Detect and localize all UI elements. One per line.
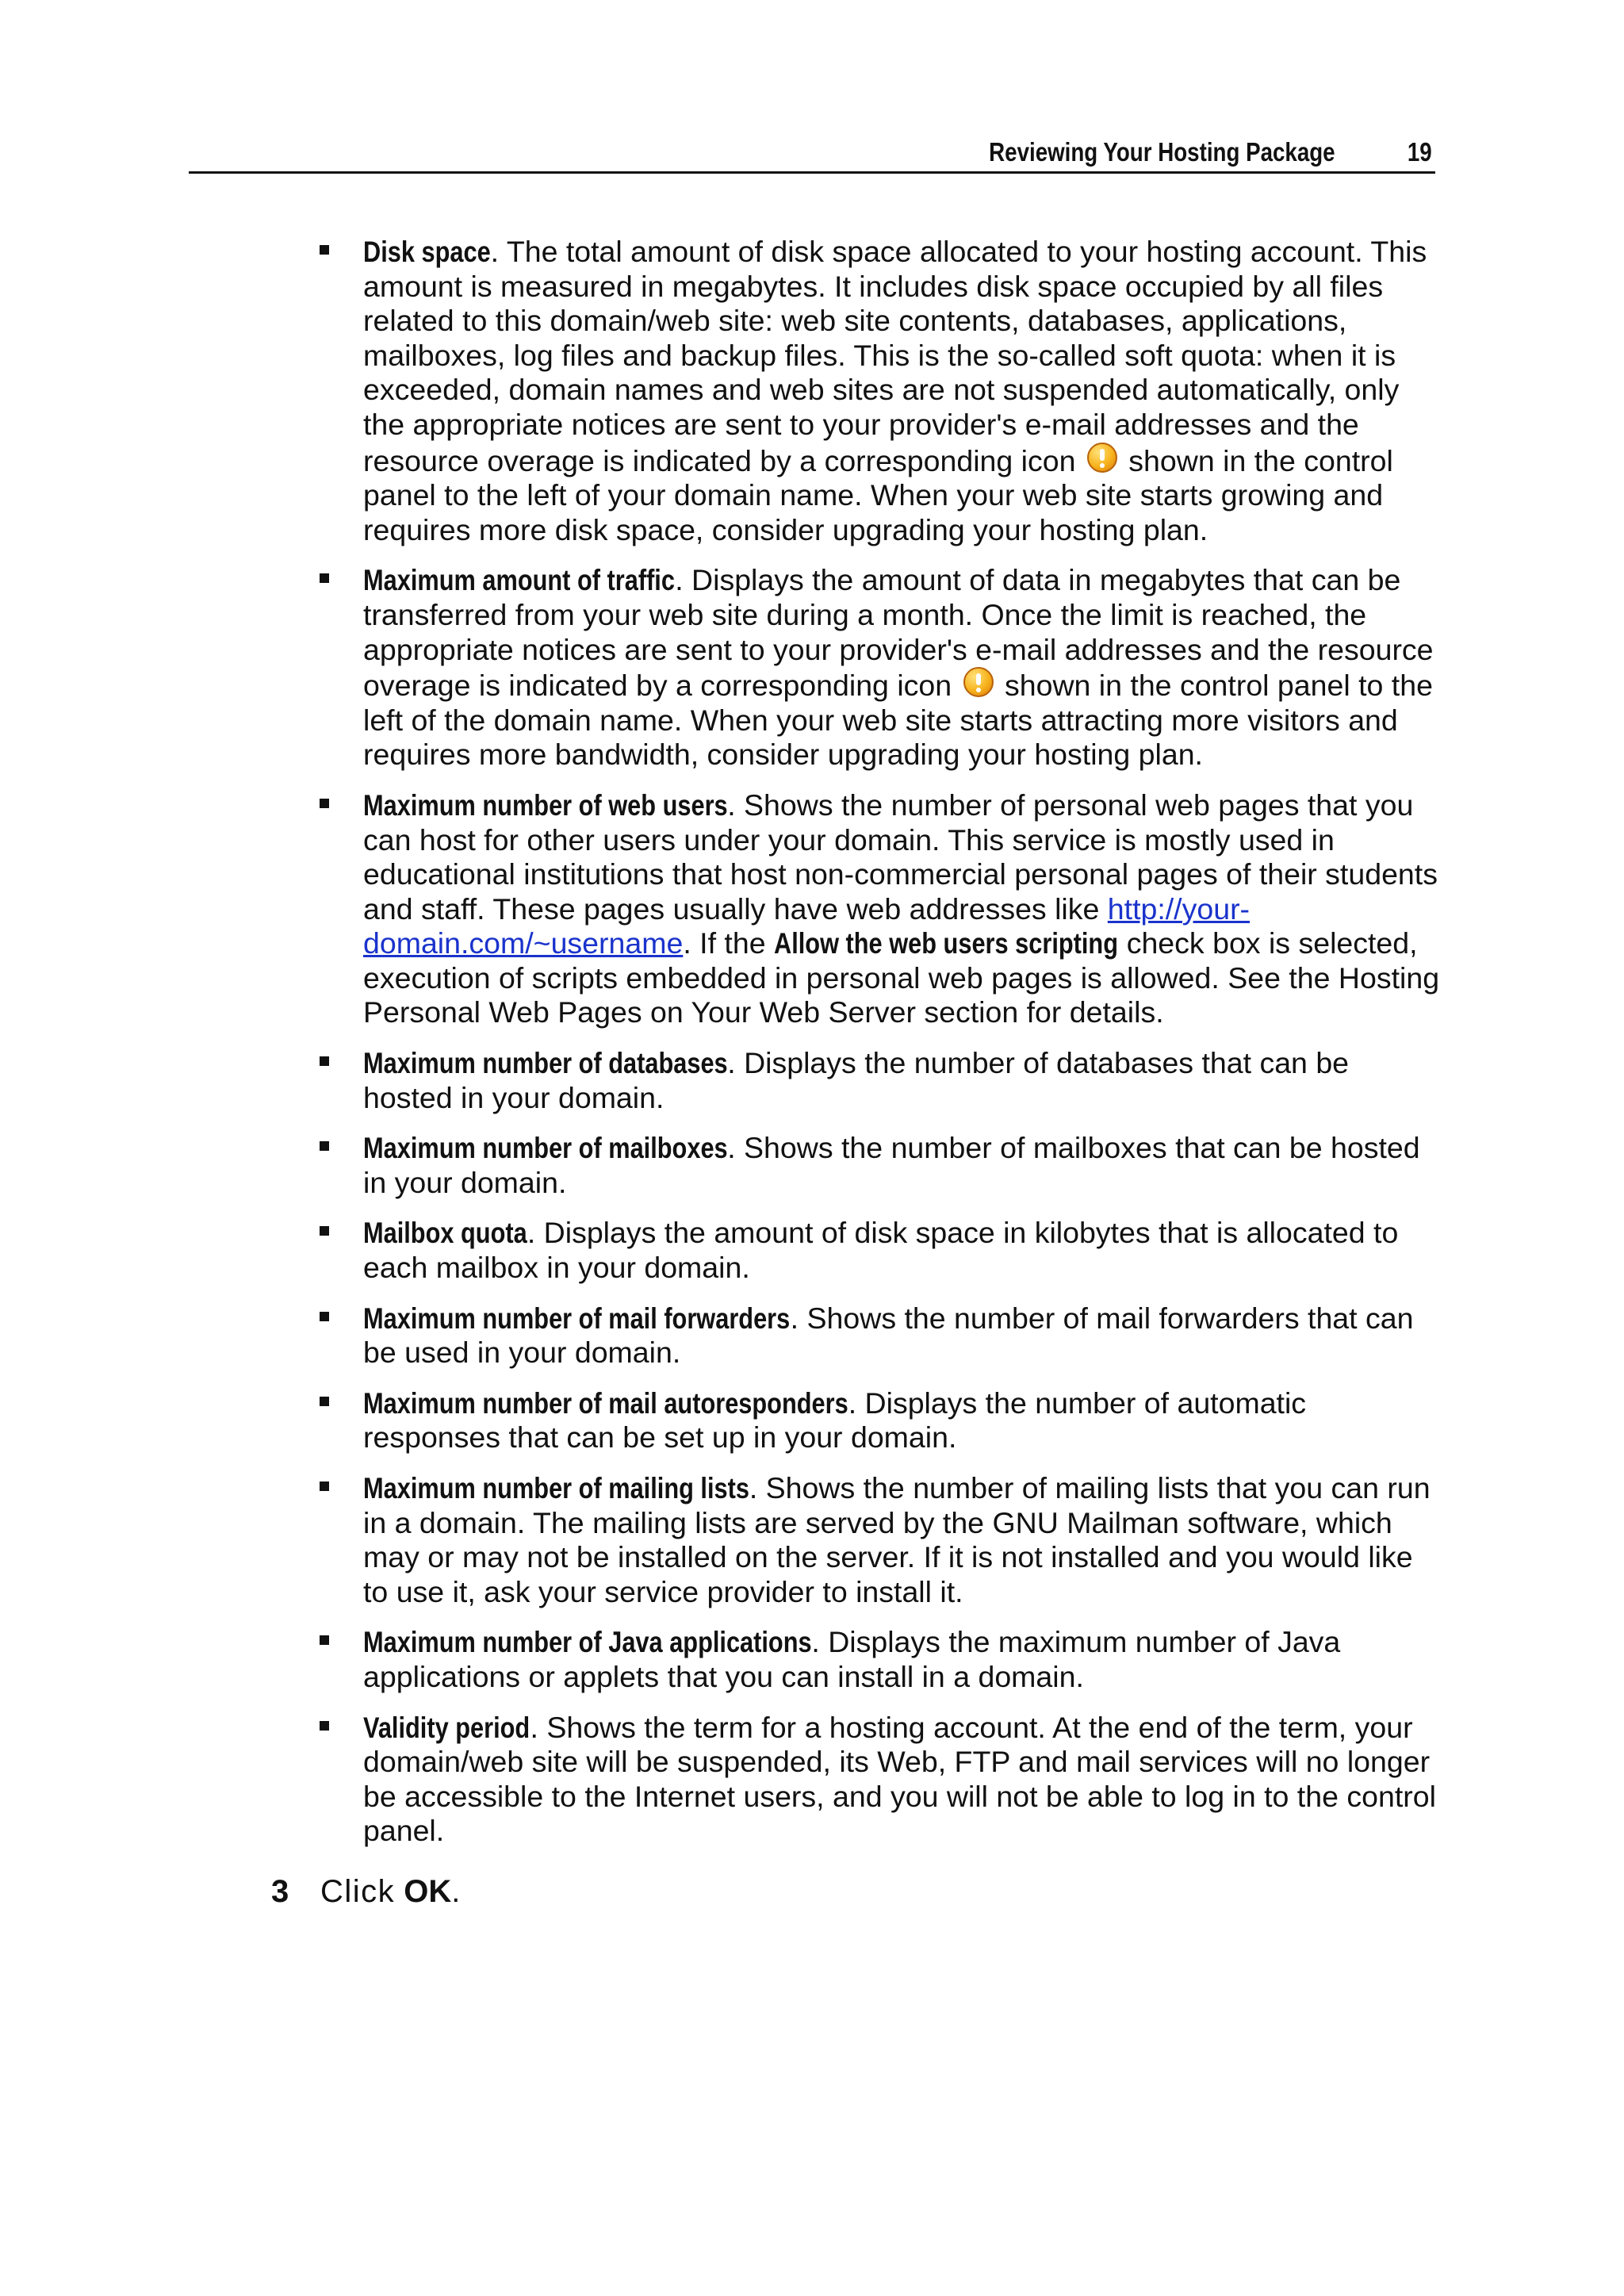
ok-label: OK <box>404 1874 452 1909</box>
step-end: . <box>451 1874 461 1909</box>
header-title: Reviewing Your Hosting Package <box>989 137 1335 167</box>
term: Maximum amount of traffic <box>363 563 675 597</box>
description: . The total amount of disk space allocated to your hosting account. This amount is measured in megabytes. It includes disk space occupied by all files related to this domain/web site: web site contents, databases, applications, mailboxes, log files and backup files. This is the so-called soft quota: when it is exceeded, domain names and web sites are not suspended automatically, only the appropriate notices are sent to your provider's e-mail addresses and the resource overage is indicated by a corresponding icon <box>363 235 1427 477</box>
description: . Displays the number of automatic responses that can be set up in your domain. <box>363 1386 1307 1455</box>
term: Maximum number of mail forwarders <box>363 1301 791 1335</box>
bullet <box>320 573 329 583</box>
description-end: check box is selected, execution of scripts embedded in personal web pages is allowed. See the Hosting Personal Web Pages on Your Web Server section for details. <box>363 926 1440 1029</box>
description-cont: . If the <box>683 926 766 960</box>
list-item-java-applications <box>316 1625 1442 1694</box>
term: Mailbox quota <box>363 1216 527 1250</box>
description: . Displays the amount of disk space in kilobytes that is allocated to each mailbox in your domain. <box>363 1216 1399 1285</box>
list-item-mailing-lists <box>316 1471 1442 1609</box>
list-item-disk-space <box>316 235 1442 547</box>
list-item-mailbox-quota <box>316 1216 1442 1285</box>
bullet <box>320 799 329 808</box>
list-item-autoresponders <box>316 1386 1442 1455</box>
page-number: 19 <box>1408 137 1432 167</box>
bullet <box>320 1721 329 1731</box>
description: . Shows the term for a hosting account. At the end of the term, your domain/web site will be suspended, its Web, FTP and mail services will no longer be accessible to the Internet users, and you will not be able to log in to the control panel. <box>363 1710 1436 1848</box>
list-item-mail-forwarders <box>316 1301 1442 1370</box>
term: Maximum number of mailboxes <box>363 1131 728 1165</box>
bullet <box>320 1635 329 1645</box>
term: Maximum number of databases <box>363 1046 728 1080</box>
description: . Displays the number of databases that can be hosted in your domain. <box>363 1046 1350 1114</box>
list-item-mailboxes <box>316 1131 1442 1200</box>
term: Maximum number of mail autoresponders <box>363 1386 848 1420</box>
bullet <box>320 1226 329 1236</box>
bullet <box>320 1481 329 1491</box>
warning-icon <box>1087 443 1117 473</box>
warning-icon <box>963 667 994 697</box>
option-name: Allow the web users scripting <box>773 926 1118 960</box>
term: Disk space <box>363 235 491 268</box>
description-cont: shown in the control panel to the left of the domain name. When your web site starts attracting more visitors and requires more bandwidth, consider upgrading your hosting plan. <box>363 669 1433 772</box>
list-item-web-users <box>316 788 1442 1030</box>
description-cont: shown in the control panel to the left of your domain name. When your web site starts growing and requires more disk space, consider upgrading your hosting plan. <box>363 443 1393 546</box>
page-header <box>189 127 1435 174</box>
definition-list <box>316 235 1442 1865</box>
description: . Shows the number of mail forwarders that can be used in your domain. <box>363 1301 1414 1370</box>
description: . Shows the number of mailboxes that can be hosted in your domain. <box>363 1131 1420 1199</box>
step-3 <box>271 1873 460 1910</box>
list-item-databases <box>316 1046 1442 1115</box>
bullet <box>320 245 329 255</box>
list-item-traffic <box>316 563 1442 772</box>
bullet <box>320 1056 329 1066</box>
term: Validity period <box>363 1710 530 1744</box>
description: . Shows the number of mailing lists that you can run in a domain. The mailing lists are served by the GNU Mailman software, which may or may not be installed on the server. If it is not installed and you would like to use it, ask your service provider to install it. <box>363 1471 1431 1608</box>
term: Maximum number of mailing lists <box>363 1471 749 1504</box>
list-item-validity-period <box>316 1711 1442 1849</box>
step-number: 3 <box>271 1874 289 1909</box>
description: . Displays the maximum number of Java applications or applets that you can install in a domain. <box>363 1625 1341 1693</box>
step-text: Click <box>320 1874 396 1909</box>
term: Maximum number of Java applications <box>363 1625 812 1659</box>
example-link[interactable]: http://your-domain.com/~username <box>363 891 1251 960</box>
description: . Displays the amount of data in megabytes that can be transferred from your web site during a month. Once the limit is reached, the appropriate notices are sent to your provider's e-mail addresses and the resource overage is indicated by a corresponding icon <box>363 563 1434 703</box>
term: Maximum number of web users <box>363 788 728 822</box>
bullet <box>320 1397 329 1406</box>
description: . Shows the number of personal web pages that you can host for other users under your domain. This service is mostly used in educational institutions that host non-commercial personal pages of their students and staff. These pages usually have web addresses like <box>363 788 1438 926</box>
bullet <box>320 1312 329 1321</box>
bullet <box>320 1141 329 1151</box>
